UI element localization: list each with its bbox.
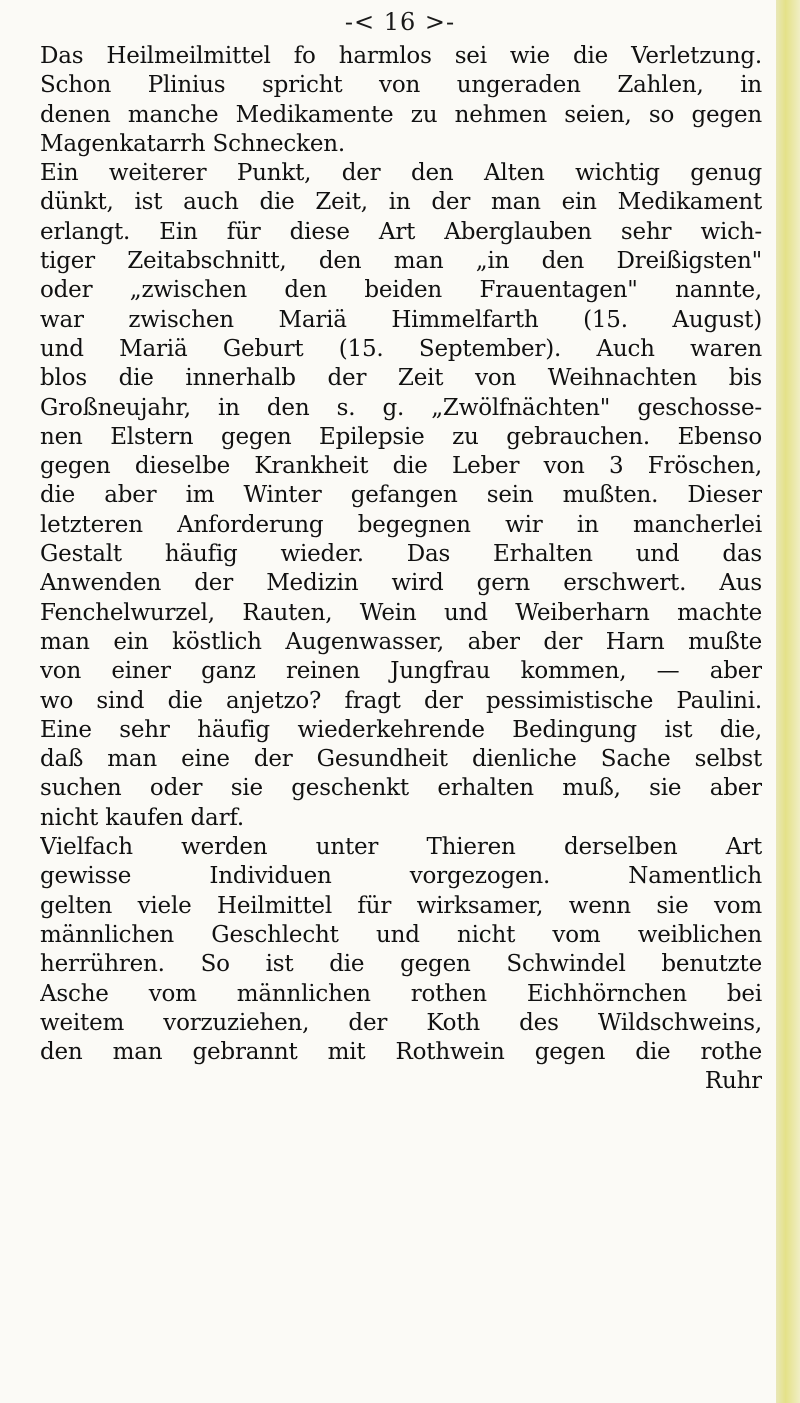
text-line: erlangt. Ein für diese Art Aberglauben sehr wich- <box>40 218 762 245</box>
text-line: den man gebrannt mit Rothwein gegen die rothe <box>40 1039 762 1066</box>
text-line: blos die innerhalb der Zeit von Weihnachten bis <box>40 365 762 392</box>
page-text <box>40 42 762 1097</box>
text-line: Gestalt häufig wieder. Das Erhalten und das <box>40 541 762 568</box>
text-line: gegen dieselbe Krankheit die Leber von 3 Fröschen, <box>40 453 762 480</box>
text-line: die aber im Winter gefangen sein mußten. Dieser <box>40 482 762 509</box>
text-line: man ein köstlich Augenwasser, aber der Harn mußte <box>40 628 762 655</box>
text-line: suchen oder sie geschenkt erhalten muß, sie aber <box>40 775 762 802</box>
text-line: war zwischen Mariä Himmelfarth (15. August) <box>40 306 762 333</box>
text-line: Fenchelwurzel, Rauten, Wein und Weiberharn machte <box>40 599 762 626</box>
text-line: weitem vorzuziehen, der Koth des Wildschweins, <box>40 1009 762 1036</box>
text-line: Ein weiterer Punkt, der den Alten wichtig genug <box>40 160 762 187</box>
text-line: tiger Zeitabschnitt, den man „in den Dreißigsten" <box>40 248 762 275</box>
text-line: letzteren Anforderung begegnen wir in mancherlei <box>40 511 762 538</box>
text-line: von einer ganz reinen Jungfrau kommen, — aber <box>40 658 762 685</box>
text-line: Asche vom männlichen rothen Eichhörnchen bei <box>40 980 762 1007</box>
text-line: Großneujahr, in den s. g. „Zwölfnächten" geschosse- <box>40 394 762 421</box>
text-line: daß man eine der Gesundheit dienliche Sache selbst <box>40 746 762 773</box>
page-edge <box>776 0 800 1403</box>
text-line: nen Elstern gegen Epilepsie zu gebrauchen. Ebenso <box>40 423 762 450</box>
text-line: gelten viele Heilmittel für wirksamer, wenn sie vom <box>40 892 762 919</box>
page-number-header: -< 16 >- <box>344 8 456 36</box>
text-line: herrühren. So ist die gegen Schwindel benutzte <box>40 951 762 978</box>
text-line: Magenkatarrh Schnecken. <box>40 130 345 157</box>
text-line: Vielfach werden unter Thieren derselben Art <box>40 834 762 861</box>
text-line: männlichen Geschlecht und nicht vom weiblichen <box>40 921 762 948</box>
text-line: gewisse Individuen vorgezogen. Namentlich <box>40 863 762 890</box>
text-line: Anwenden der Medizin wird gern erschwert. Aus <box>40 570 762 597</box>
text-line: nicht kaufen darf. <box>40 804 244 831</box>
text-line: dünkt, ist auch die Zeit, in der man ein Medikament <box>40 189 762 216</box>
text-line: und Mariä Geburt (15. September). Auch waren <box>40 335 762 362</box>
text-line: oder „zwischen den beiden Frauentagen" nannte, <box>40 277 762 304</box>
text-line: Eine sehr häufig wiederkehrende Bedingung ist die, <box>40 716 762 743</box>
catchword: Ruhr <box>704 1068 762 1095</box>
text-line: Das Heilmeilmittel fo harmlos sei wie die Verletzung. <box>40 43 762 69</box>
text-line: denen manche Medikamente zu nehmen seien, so gegen <box>40 101 762 128</box>
text-line: wo sind die anjetzo? fragt der pessimistische Paulini. <box>40 687 762 714</box>
text-line: Schon Plinius spricht von ungeraden Zahlen, in <box>40 72 762 99</box>
